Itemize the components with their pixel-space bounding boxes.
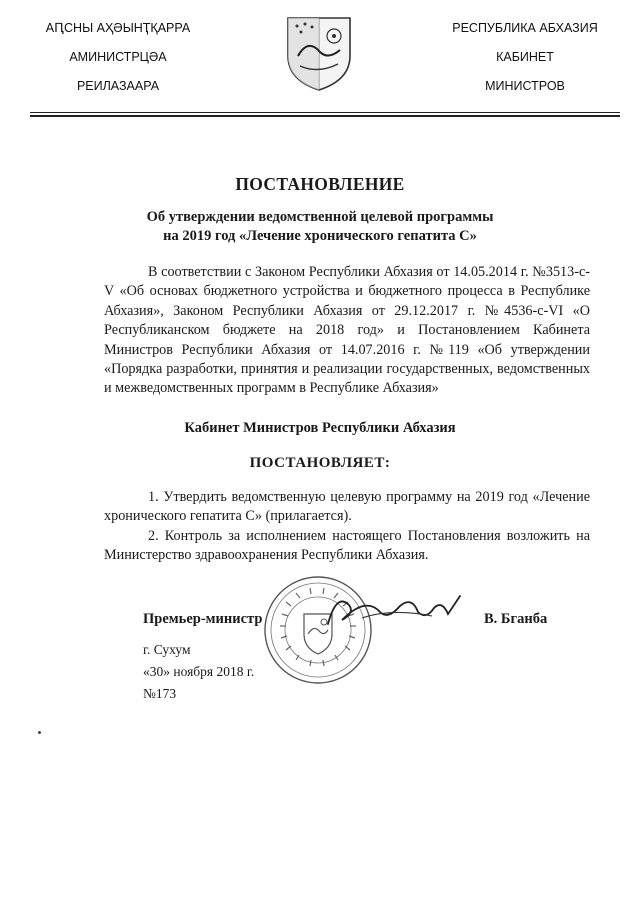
document-number: №173 — [143, 686, 177, 701]
resolution-item-1: 1. Утвердить ведомственную целевую программу на 2019 год «Лечение хронического гепатита С» (прилагается). — [104, 489, 590, 525]
header-divider-thin — [30, 112, 620, 113]
preamble-paragraph: В соответствии с Законом Республики Абхазия от 14.05.2014 г. №3513-с-V «Об основах бюджетного устройства и бюджетного процесса в Республике Абхазия», Законом Республики Абхазия от 29.12.2017 г. №4536-с-VI «О Республиканском бюджете на 2018 год» и Постановлением Кабинета Министров Республики Абхазия от 14.07.2016 г. №119 «Об утверждении «Порядка разработки, принятия и реализации государственных, ведомственных и межведомственных программ в Республике Абхазия» — [104, 264, 590, 397]
signatory-position: Премьер-министр — [143, 611, 263, 627]
resolution-item-2: 2. Контроль за исполнением настоящего Постановления возложить на Министерство здравоохранения Республики Абхазия. — [104, 527, 590, 564]
coat-of-arms-emblem — [284, 12, 354, 92]
header-right-line-1: РЕСПУБЛИКА АБХАЗИЯ — [452, 21, 598, 35]
issuing-body: Кабинет Министров Республики Абхазия — [184, 420, 456, 436]
scan-speck — [38, 731, 41, 734]
header-left-line-3: РЕИЛАЗААРА — [76, 79, 160, 93]
issue-date: «30» ноября 2018 г. — [143, 664, 255, 679]
header-divider-thick — [30, 115, 620, 117]
header-left-line-1: АԤСНЫ АҲӘЫНҬҚАРРА — [45, 21, 191, 35]
resolves-heading: ПОСТАНОВЛЯЕТ: — [249, 455, 391, 471]
document-type-title: ПОСТАНОВЛЕНИЕ — [235, 174, 405, 194]
resolution-items — [104, 488, 590, 566]
header-left-block — [38, 14, 198, 101]
issue-place: г. Сухум — [143, 642, 191, 657]
header-left-line-2: АМИНИСТРЦӘА — [69, 50, 167, 64]
header-right-block — [440, 14, 610, 101]
header-right-line-2: КАБИНЕТ — [496, 50, 554, 64]
document-subject — [100, 208, 540, 246]
subject-line-2: на 2019 год «Лечение хронического гепатита С» — [163, 228, 477, 244]
handwritten-signature — [322, 586, 472, 634]
subject-line-1: Об утверждении ведомственной целевой программы — [146, 209, 494, 225]
signatory-name: В. Бганба — [484, 611, 548, 627]
header-right-line-3: МИНИСТРОВ — [485, 79, 565, 93]
